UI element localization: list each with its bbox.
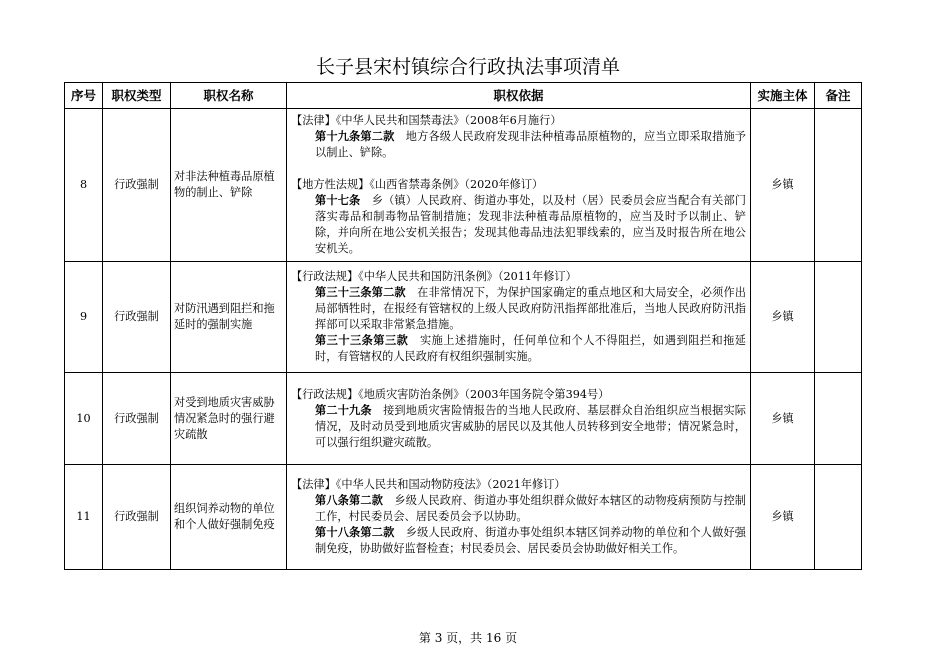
header-seq: 序号 <box>65 83 103 109</box>
basis-source: 【行政法规】《中华人民共和国防汛条例》（2011年修订） <box>291 270 577 283</box>
cell-note <box>815 465 862 570</box>
cell-name: 对非法种植毒品原植物的制止、铲除 <box>171 109 287 262</box>
basis-clause <box>291 193 746 257</box>
cell-note <box>815 109 862 262</box>
article-number: 第三十三条第三款 <box>315 334 409 347</box>
cell-basis <box>287 262 751 373</box>
cell-note <box>815 262 862 373</box>
page-footer: 第 3 页，共 16 页 <box>418 631 518 645</box>
cell-subject: 乡镇 <box>751 465 815 570</box>
cell-basis <box>287 373 751 465</box>
header-type: 职权类型 <box>103 83 171 109</box>
enforcement-table <box>64 82 862 570</box>
article-number: 第十八条第二款 <box>315 526 395 539</box>
basis-clause <box>291 403 746 451</box>
article-number: 第三十三条第二款 <box>315 286 406 299</box>
cell-type: 行政强制 <box>103 109 171 262</box>
article-text: 地方各级人民政府发现非法种植毒品原植物的，应当立即采取措施予以制止、铲除。 <box>315 130 746 159</box>
basis-clause <box>291 525 746 557</box>
cell-seq: 10 <box>65 373 103 465</box>
article-text: 接到地质灾害险情报告的当地人民政府、基层群众自治组织应当根据实际情况，及时动员受到地质灾害威胁的居民以及其他人员转移到安全地带；情况紧急时，可以强行组织避灾疏散。 <box>315 403 746 449</box>
cell-type: 行政强制 <box>103 465 171 570</box>
header-name: 职权名称 <box>171 83 287 109</box>
table-row <box>65 465 862 570</box>
basis-source: 【法律】《中华人民共和国动物防疫法》（2021年修订） <box>291 478 566 491</box>
cell-note <box>815 373 862 465</box>
cell-subject: 乡镇 <box>751 262 815 373</box>
basis-clause <box>291 129 746 161</box>
table-header-row <box>65 83 862 109</box>
cell-type: 行政强制 <box>103 262 171 373</box>
basis-source: 【行政法规】《地质灾害防治条例》（2003年国务院令第394号） <box>291 387 610 401</box>
header-basis: 职权依据 <box>287 83 751 109</box>
cell-name: 组织饲养动物的单位和个人做好强制免疫 <box>171 465 287 570</box>
article-number: 第八条第二款 <box>315 494 384 507</box>
article-text: 乡级人民政府、街道办事处组织本辖区饲养动物的单位和个人做好强制免疫，协助做好监督检查；村民委员会、居民委员会协助做好相关工作。 <box>315 526 746 555</box>
article-text: 乡级人民政府、街道办事处组织群众做好本辖区的动物疫病预防与控制工作，村民委员会、居民委员会予以协助。 <box>315 494 746 523</box>
article-number: 第十九条第二款 <box>315 130 395 143</box>
basis-clause <box>291 285 746 333</box>
table-row <box>65 262 862 373</box>
basis-source: 【法律】《中华人民共和国禁毒法》（2008年6月施行） <box>291 114 562 127</box>
cell-basis <box>287 465 751 570</box>
cell-seq: 8 <box>65 109 103 262</box>
cell-subject: 乡镇 <box>751 373 815 465</box>
header-subject: 实施主体 <box>751 83 815 109</box>
article-number: 第二十九条 <box>315 403 372 417</box>
cell-type: 行政强制 <box>103 373 171 465</box>
cell-seq: 9 <box>65 262 103 373</box>
table-row <box>65 373 862 465</box>
basis-source: 【地方性法规】《山西省禁毒条例》（2020年修订） <box>291 178 544 191</box>
table-row <box>65 109 862 262</box>
article-text: 乡（镇）人民政府、街道办事处，以及村（居）民委员会应当配合有关部门落实毒品和制毒物品管制措施；发现非法种植毒品原植物的，应当及时予以制止、铲除，并向所在地公安机关报告；发现其他毒品违法犯罪线索的，应当及时报告所在地公安机关。 <box>315 194 746 255</box>
cell-basis <box>287 109 751 262</box>
basis-clause <box>291 333 746 365</box>
cell-name: 对受到地质灾害威胁情况紧急时的强行避灾疏散 <box>171 373 287 465</box>
header-note: 备注 <box>815 83 862 109</box>
article-text: 在非常情况下，为保护国家确定的重点地区和大局安全，必须作出局部牺牲时，在报经有管辖权的上级人民政府防汛指挥部批准后，当地人民政府防汛指挥部可以采取非常紧急措施。 <box>315 286 746 331</box>
article-text: 实施上述措施时，任何单位和个人不得阻拦，如遇到阻拦和拖延时，有管辖权的人民政府有权组织强制实施。 <box>315 334 746 363</box>
cell-name: 对防汛遇到阻拦和拖延时的强制实施 <box>171 262 287 373</box>
cell-seq: 11 <box>65 465 103 570</box>
article-number: 第十七条 <box>315 194 361 207</box>
page-title: 长子县宋村镇综合行政执法事项清单 <box>315 56 620 78</box>
cell-subject: 乡镇 <box>751 109 815 262</box>
basis-clause <box>291 493 746 525</box>
